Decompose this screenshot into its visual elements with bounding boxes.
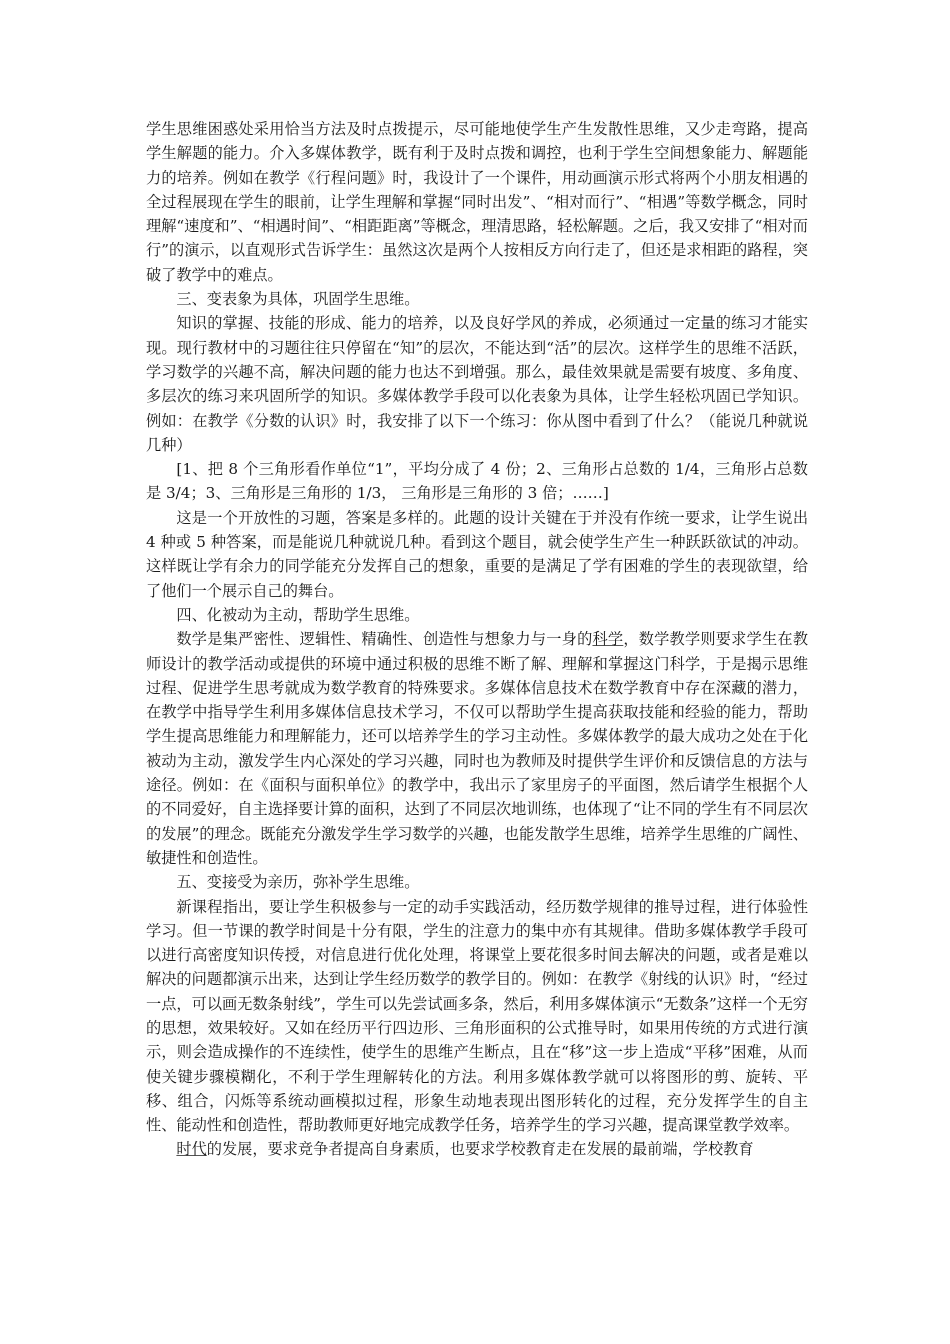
paragraph-4: 这是一个开放性的习题，答案是多样的。此题的设计关键在于并没有作统一要求，让学生说出 4 种或 5 种答案，而是能说几种就说几种。看到这个题目，就会使学生产生一种跃跃欲试的冲动。这样既让学有余力的同学能充分发挥自己的想象，重要的是满足了学有困难的学生的表现欲望，给了他们一个展示自己的舞台。 bbox=[146, 508, 808, 600]
era-link[interactable]: 时代 bbox=[176, 1140, 207, 1159]
paragraph-6: 新课程指出，要让学生积极参与一定的动手实践活动，经历数学规律的推导过程，进行体验性学习。但一节课的教学时间是十分有限，学生的注意力的集中亦有其规律。借助多媒体教学手段可以进行高密度知识传授，对信息进行优化处理，将课堂上要花很多时间去解决的问题，或者是难以解决的问题都演示出来，达到让学生经历数学的教学目的。例如：在教学《射线的认识》时，“经过一点，可以画无数条射线”，学生可以先尝试画多条，然后，利用多媒体演示“无数条”这样一个无穷的思想，效果较好。又如在经历平行四边形、三角形面积的公式推导时，如果用传统的方式进行演示，则会造成操作的不连续性，使学生的思维产生断点，且在“移”这一步上造成“平移”困难，从而使关键步骤模糊化，不利于学生理解转化的方法。利用多媒体教学就可以将图形的剪、旋转、平移、组合，闪烁等系统动画模拟过程，形象生动地表现出图形转化的过程，充分发挥学生的自主性、能动性和创造性，帮助教师更好地完成教学任务，培养学生的学习兴趣，提高课堂教学效率。 bbox=[146, 897, 808, 1135]
paragraph-5 bbox=[146, 627, 808, 870]
paragraph-7 bbox=[146, 1137, 808, 1161]
science-link[interactable]: 科学 bbox=[592, 630, 624, 649]
section-heading-3: 三、变表象为具体，巩固学生思维。 bbox=[176, 290, 420, 309]
paragraph-5-after: ，数学教学则要求学生在教师设计的教学活动或提供的环境中通过积极的思维不断了解、理解和掌握这门科学，于是揭示思维过程、促进学生思考就成为数学教育的特殊要求。多媒体信息技术在数学教育中存在深藏的潜力，在教学中指导学生利用多媒体信息技术学习，不仅可以帮助学生提高获取技能和经验的能力，帮助学生提高思维能力和理解能力，还可以培养学生的学习主动性。多媒体教学的最大成功之处在于化被动为主动，激发学生内心深处的学习兴趣，同时也为教师及时提供学生评价和反馈信息的方法与途径。例如：在《面积与面积单位》的教学中，我出示了家里房子的平面图，然后请学生根据个人的不同爱好，自主选择要计算的面积，达到了不同层次地训练，也体现了“让不同的学生有不同层次的发展”的理念。既能充分激发学生学习数学的兴趣，也能发散学生思维，培养学生思维的广阔性、敏捷性和创造性。 bbox=[146, 630, 809, 867]
paragraph-2: 知识的掌握、技能的形成、能力的培养，以及良好学风的养成，必须通过一定量的练习才能实现。现行教材中的习题往往只停留在“知”的层次，不能达到“活”的层次。这样学生的思维不活跃，学习数学的兴趣不高，解决问题的能力也达不到增强。那么，最佳效果就是需要有坡度、多角度、多层次的练习来巩固所学的知识。多媒体教学手段可以化表象为具体，让学生轻松巩固已学知识。例如：在教学《分数的认识》时，我安排了以下一个练习：你从图中看到了什么？（能说几种就说几种） bbox=[146, 314, 808, 454]
section-heading-4: 四、化被动为主动，帮助学生思维。 bbox=[176, 605, 420, 624]
section-heading-5: 五、变接受为亲历，弥补学生思维。 bbox=[176, 873, 420, 892]
paragraph-1: 学生思维困惑处采用恰当方法及时点拨提示，尽可能地使学生产生发散性思维，又少走弯路，提高学生解题的能力。介入多媒体教学，既有利于及时点拨和调控，也利于学生空间想象能力、解题能力的培养。例如在教学《行程问题》时，我设计了一个课件，用动画演示形式将两个小朋友相遇的全过程展现在学生的眼前，让学生理解和掌握“同时出发”、“相对而行”、“相遇”等数学概念，同时理解“速度和”、“相遇时间”、“相距距离”等概念，理清思路，轻松解题。之后，我又安排了“相对而行”的演示，以直观形式告诉学生：虽然这次是两个人按相反方向行走了，但还是求相距的路程，突破了教学中的难点。 bbox=[146, 120, 808, 284]
document-page bbox=[146, 117, 808, 1162]
exercise-answers: [1、把 8 个三角形看作单位“1”，平均分成了 4 份；2、三角形占总数的 1/4，三角形占总数是 3/4；3、三角形是三角形的 1/3， 三角形是三角形的 3 倍；……] bbox=[146, 460, 808, 503]
paragraph-7-after: 的发展，要求竞争者提高自身素质，也要求学校教育走在发展的最前端，学校教育 bbox=[206, 1140, 754, 1159]
paragraph-5-before: 数学是集严密性、逻辑性、精确性、创造性与想象力与一身的 bbox=[176, 630, 593, 649]
